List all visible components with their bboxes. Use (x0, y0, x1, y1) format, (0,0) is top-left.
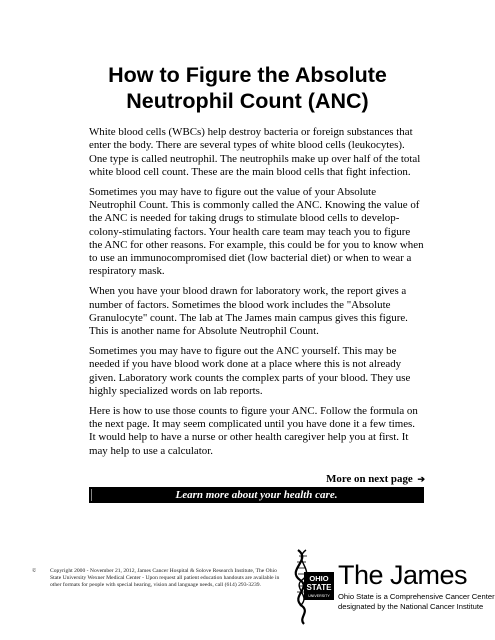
learn-more-banner (89, 487, 424, 503)
emblem-university: UNIVERSITY (308, 594, 330, 598)
copyright-text: Copyright 2000 - November 21, 2012, James Cancer Hospital & Solove Research Institute, The Ohio State University Wexner Medical Center - Upon request all patient education handouts are available in other formats for people with special hearing, vision and language needs, call (614) 293-3239. (50, 568, 280, 588)
more-on-next-page-label: More on next page (326, 473, 413, 485)
paragraph: White blood cells (WBCs) help destroy bacteria or foreign substances that enter the body. There are several types of white blood cells (leukocytes). One type is called neutrophil. The neutrophils make up over half of the total white blood cell count. These are the main blood cells that fight infection. (89, 126, 421, 178)
logo-brand-name: The James (338, 560, 468, 590)
paragraph: Sometimes you may have to figure out the value of your Absolute Neutrophil Count. This is commonly called the ANC. Knowing the value of the ANC is needed for taking drugs to stimulate blood cells to develop-colony-stimulating factors. Your health care team may teach you to figure the ANC for other reasons. For example, this could be for you to know when to use an immunocompromised diet (low bacterial diet) or when to wear a respiratory mask. (89, 185, 424, 278)
title-line-2: Neutrophil Count (ANC) (126, 89, 369, 113)
page-title (60, 62, 435, 114)
ohio-state-emblem-icon (284, 548, 334, 626)
logo-tagline (338, 592, 495, 611)
paragraph: Here is how to use those counts to figure your ANC. Follow the formula on the next page. It may seem complicated until you have done it a few times. It would help to have a nurse or other health caregiver help you at first. It may help to use a calculator. (89, 404, 418, 457)
copyright-symbol: © (32, 568, 37, 574)
title-line-1: How to Figure the Absolute (108, 63, 387, 87)
paragraph: When you have your blood drawn for laboratory work, the report gives a number of factors. Sometimes the blood work includes the "Absolute Granulocyte" count. The lab at The James main campus gives this figure. This is another name for Absolute Neutrophil Count. (89, 285, 408, 338)
copyright-notice (32, 568, 287, 589)
emblem-state: STATE (306, 583, 332, 592)
body-text (89, 126, 424, 464)
learn-more-label: Learn more about your health care. (175, 489, 338, 501)
arrow-right-icon: ➔ (417, 474, 425, 484)
paragraph: Sometimes you may have to figure out the ANC yourself. This may be needed if you have blood work done at a place where this is not already given. Laboratory work counts the complex parts of your blood. They use highly specialized words on lab reports. (89, 344, 411, 397)
logo-tagline-line-2: designated by the National Cancer Institute (338, 601, 484, 611)
logo-tagline-line-1: Ohio State is a Comprehensive Cancer Center (338, 592, 495, 601)
more-on-next-page (326, 473, 425, 485)
emblem-ohio: OHIO (309, 574, 329, 583)
banner-divider (91, 489, 92, 501)
the-james-logo (284, 548, 495, 626)
